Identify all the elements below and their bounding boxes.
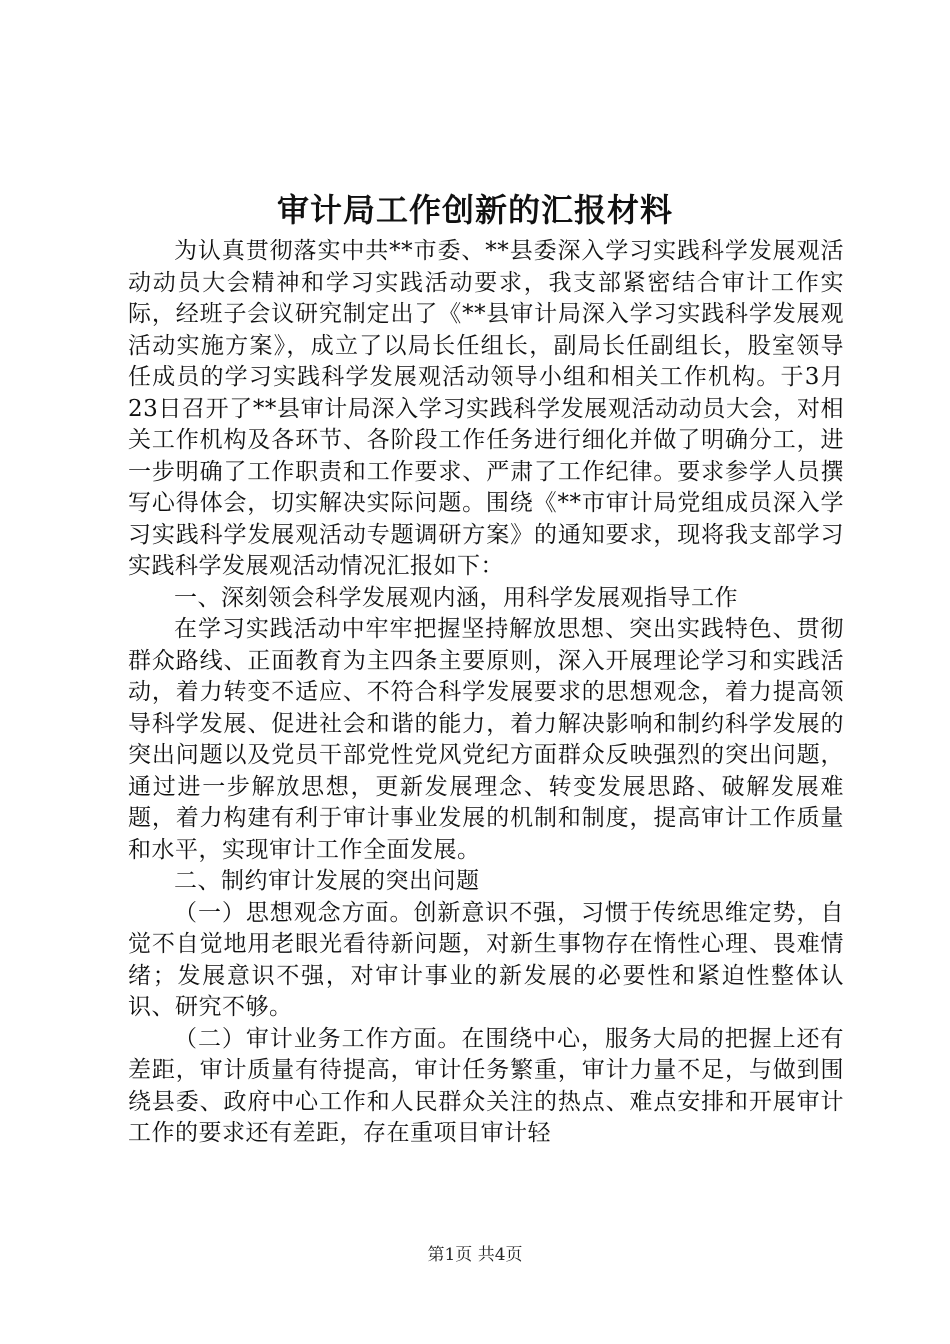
subsection-1-paragraph: （一）思想观念方面。创新意识不强，习惯于传统思维定势，自觉不自觉地用老眼光看待新问题，对新生事物存在惰性心理、畏难情绪；发展意识不强，对审计事业的新发展的必要性和紧迫性整体认识、研究不够。 xyxy=(128,899,844,1020)
document-title: 审计局工作创新的汇报材料 xyxy=(276,191,673,229)
section-heading-2: 二、制约审计发展的突出问题 xyxy=(174,868,480,894)
subsection-2-paragraph: （二）审计业务工作方面。在围绕中心，服务大局的把握上还有差距，审计质量有待提高，审计任务繁重，审计力量不足，与做到围绕县委、政府中心工作和人民群众关注的热点、难点安排和开展审计工作的要求还有差距，存在重项目审计轻 xyxy=(128,1025,844,1146)
section-1-paragraph: 在学习实践活动中牢牢把握坚持解放思想、突出实践特色、贯彻群众路线、正面教育为主四条主要原则，深入开展理论学习和实践活动，着力转变不适应、不符合科学发展要求的思想观念，着力提高领导科学发展、促进社会和谐的能力，着力解决影响和制约科学发展的突出问题以及党员干部党性党风党纪方面群众反映强烈的突出问题，通过进一步解放思想，更新发展理念、转变发展思路、破解发展难题，着力构建有利于审计事业发展的机制和制度，提高审计工作质量和水平，实现审计工作全面发展。 xyxy=(128,616,844,863)
page-footer: 第1页 共4页 xyxy=(427,1245,523,1265)
section-heading-1: 一、深刻领会科学发展观内涵，用科学发展观指导工作 xyxy=(174,584,738,611)
document-body xyxy=(128,236,844,1150)
intro-paragraph: 为认真贯彻落实中共**市委、**县委深入学习实践科学发展观活动动员大会精神和学习实践活动要求，我支部紧密结合审计工作实际，经班子会议研究制定出了《**县审计局深入学习实践科学发展观活动实施方案》，成立了以局长任组长，副局长任副组长，股室领导任成员的学习实践科学发展观活动领导小组和相关工作机构。于3月23日召开了**县审计局深入学习实践科学发展观活动动员大会，对相关工作机构及各环节、各阶段工作任务进行细化并做了明确分工，进一步明确了工作职责和工作要求、严肃了工作纪律。要求参学人员撰写心得体会，切实解决实际问题。围绕《**市审计局党组成员深入学习实践科学发展观活动专题调研方案》的通知要求，现将我支部学习实践科学发展观活动情况汇报如下： xyxy=(128,238,844,579)
